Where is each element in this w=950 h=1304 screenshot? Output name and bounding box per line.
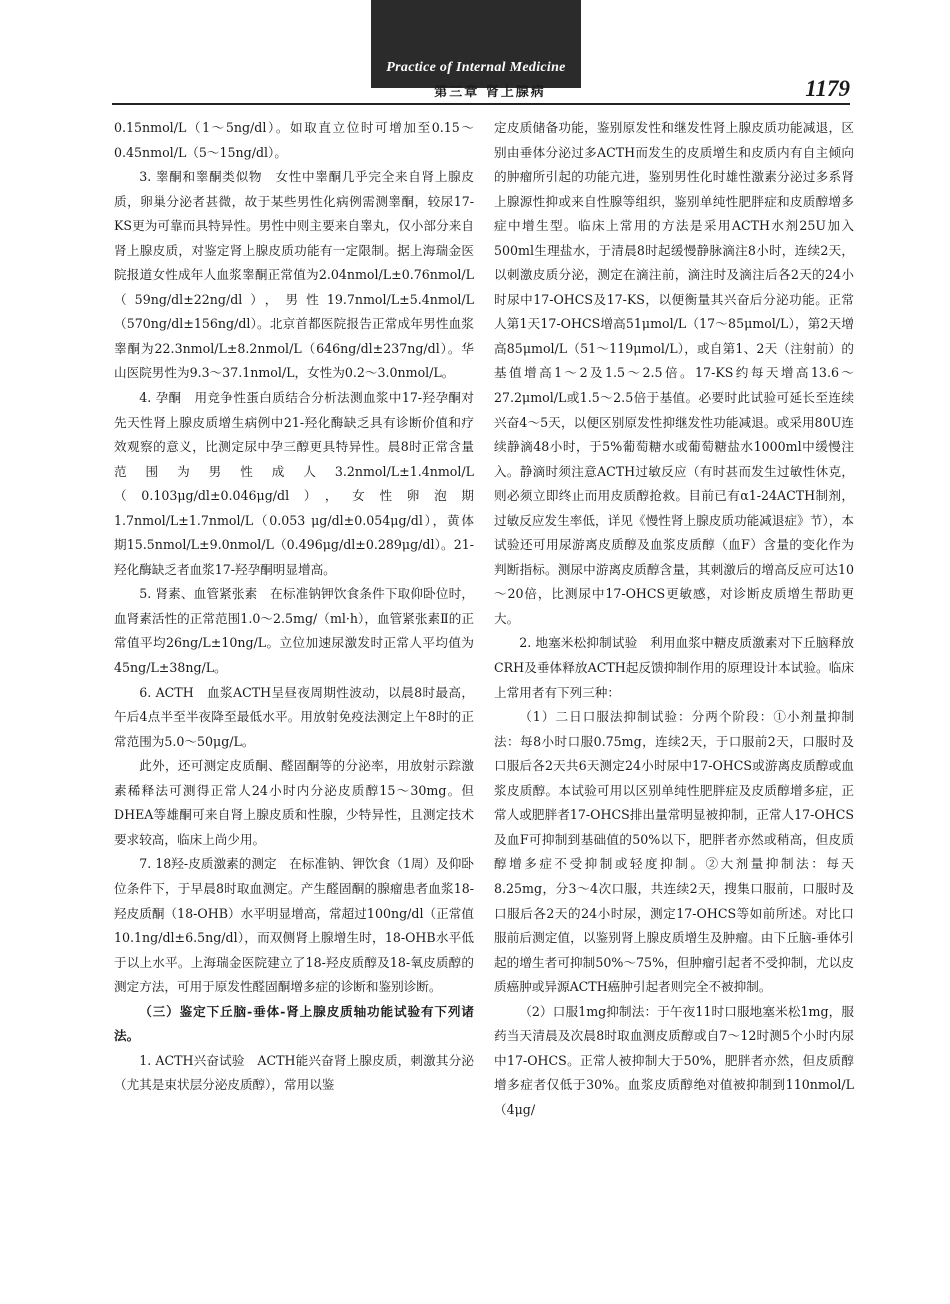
paragraph: 1. ACTH兴奋试验 ACTH能兴奋肾上腺皮质，刺激其分泌（尤其是束状层分泌皮质醇），常用以鉴	[114, 1052, 474, 1093]
page-number: 1179	[805, 76, 850, 101]
paragraph: 6. ACTH 血浆ACTH呈昼夜周期性波动，以晨8时最高，午后4点半至半夜降至最低水平。用放射免疫法测定上午8时的正常范围为5.0～50μg/L。	[114, 684, 474, 749]
paragraph: 0.15nmol/L（1～5ng/dl）。如取直立位时可增加至0.15～0.45nmol/L（5～15ng/dl）。	[114, 120, 474, 160]
paragraph: （1）二日口服法抑制试验：分两个阶段：①小剂量抑制法：每8小时口服0.75mg，连续2天，于口服前2天，口服时及口服后各2天共6天测定24小时尿中17-OHCS或游离皮质醇或血浆皮质醇。本试验可用以区别单纯性肥胖症及皮质醇增多症，正常人或肥胖者17-OHCS排出量常明显被抑制，正常人17-OHCS及血F可抑制到基础值的50%以下，肥胖者亦然或稍高，但皮质醇增多症不受抑制或轻度抑制。②大剂量抑制法：每天8.25mg，分3～4次口服，共连续2天，搜集口服前，口服时及口服后各2天的24小时尿，测定17-OHCS等如前所述。对比口服前后测定值，以鉴别肾上腺皮质增生及肿瘤。由下丘脑-垂体引起的增生者可抑制50%～75%，但肿瘤引起者不受抑制，尤以皮质癌肿或异源ACTH癌肿引起者则完全不被抑制。	[494, 709, 854, 995]
header-rule	[112, 103, 850, 105]
paragraph: 3. 睾酮和睾酮类似物 女性中睾酮几乎完全来自肾上腺皮质，卵巢分泌者甚微，故于某些男性化病例需测睾酮，较尿17-KS更为可靠而具特异性。男性中则主要来自睾丸，仅小部分来自肾上腺皮质，对鉴定肾上腺皮质功能有一定限制。据上海瑞金医院报道女性成年人血浆睾酮正常值为2.04nmol/L±0.76nmol/L（59ng/dl±22ng/dl），男性19.7nmol/L±5.4nmol/L（570ng/dl±156ng/dl）。北京首都医院报告正常成年男性血浆睾酮为22.3nmol/L±8.2nmol/L（646ng/dl±237ng/dl）。华山医院男性为9.3～37.1nmol/L，女性为0.2～3.0nmol/L。	[114, 169, 474, 381]
chapter-title: 第三章 肾上腺病	[434, 85, 546, 100]
paragraph: 定皮质储备功能，鉴别原发性和继发性肾上腺皮质功能减退，区别由垂体分泌过多ACTH而发生的皮质增生和皮质内有自主倾向的肿瘤所引起的功能亢进，鉴别男性化时雄性激素分泌过多系肾上腺源性抑或来自性腺等组织，鉴别单纯性肥胖症和皮质醇增多症中增生型。临床上常用的方法是采用ACTH水剂25U加入500ml生理盐水，于清晨8时起缓慢静脉滴注8小时，连续2天，以刺激皮质分泌，测定在滴注前，滴注时及滴注后各2天的24小时尿中17-OHCS及17-KS，以便衡量其兴奋后分泌功能。正常人第1天17-OHCS增高51μmol/L（17～85μmol/L），第2天增高85μmol/L（51～119μmol/L），或自第1、2天（注射前）的基值增高1～2及1.5～2.5倍。17-KS约每天增高13.6～27.2μmol/L或1.5～2.5倍于基值。必要时此试验可延长至连续兴奋4～5天，以便区别原发性抑继发性功能减退。或采用80U连续静滴48小时，于5%葡萄糖水或葡萄糖盐水1000ml中缓慢注入。静滴时须注意ACTH过敏反应（有时甚而发生过敏性休克，则必须立即终止而用皮质醇抢救。目前已有α1-24ACTH制剂，过敏反应发生率低，详见《慢性肾上腺皮质功能减退症》节），本试验还可用尿游离皮质醇及血浆皮质醇（血F）含量的变化作为判断指标。测尿中游离皮质醇含量，其刺激后的增高反应可达10～20倍，比测尿中17-OHCS更敏感，对诊断皮质增生帮助更大。	[494, 120, 854, 626]
paragraph: 5. 肾素、血管紧张素 在标准钠钾饮食条件下取仰卧位时，血肾素活性的正常范围1.0～2.5mg/（ml·h），血管紧张素Ⅱ的正常值平均26ng/L±10ng/L。立位加速尿激发时正常人平均值为45ng/L±38ng/L。	[114, 586, 474, 676]
paragraph: 2. 地塞米松抑制试验 利用血浆中糖皮质激素对下丘脑释放CRH及垂体释放ACTH起反馈抑制作用的原理设计本试验。临床上常用者有下列三种：	[494, 635, 854, 700]
paragraph: 7. 18羟-皮质激素的测定 在标准钠、钾饮食（1周）及仰卧位条件下，于早晨8时取血测定。产生醛固酮的腺瘤患者血浆18-羟皮质酮（18-OHB）水平明显增高，常超过100ng/dl（正常值10.1ng/dl±6.5ng/dl），而双侧肾上腺增生时，18-OHB水平低于以上水平。上海瑞金医院建立了18-羟皮质醇及18-氧皮质醇的测定方法，可用于原发性醛固酮增多症的诊断和鉴别诊断。	[114, 856, 474, 995]
right-column	[494, 116, 854, 1122]
left-column	[114, 116, 474, 1098]
paragraph: 4. 孕酮 用竞争性蛋白质结合分析法测血浆中17-羟孕酮对先天性肾上腺皮质增生病例中21-羟化酶缺乏具有诊断价值和疗效观察的意义，比测定尿中孕三醇更具特异性。晨8时正常含量范围为男性成人3.2nmol/L±1.4nmol/L（0.103μg/dl±0.046μg/dl），女性卵泡期1.7nmol/L±1.7nmol/L（0.053 μg/dl±0.054μg/dl），黄体期15.5nmol/L±9.0nmol/L（0.496μg/dl±0.289μg/dl）。21-羟化酶缺乏者血浆17-羟孕酮明显增高。	[114, 390, 474, 577]
section-heading: （三）鉴定下丘脑-垂体-肾上腺皮质轴功能试验有下列诸法。	[114, 1003, 474, 1044]
paragraph: 此外，还可测定皮质酮、醛固酮等的分泌率，用放射示踪激素稀释法可测得正常人24小时内分泌皮质醇15～30mg。但DHEA等雄酮可来自肾上腺皮质和性腺，少特异性，且测定技术要求较高，临床上尚少用。	[114, 758, 474, 847]
journal-title: Practice of Internal Medicine	[386, 60, 566, 75]
paragraph: （2）口服1mg抑制法：于午夜11时口服地塞米松1mg，服药当天清晨及次晨8时取血测皮质醇或自7～12时测5个小时内尿中17-OHCS。正常人被抑制大于50%，肥胖者亦然，但皮质醇增多症者仅低于30%。血浆皮质醇绝对值被抑制到110nmol/L（4μg/	[494, 1003, 854, 1117]
